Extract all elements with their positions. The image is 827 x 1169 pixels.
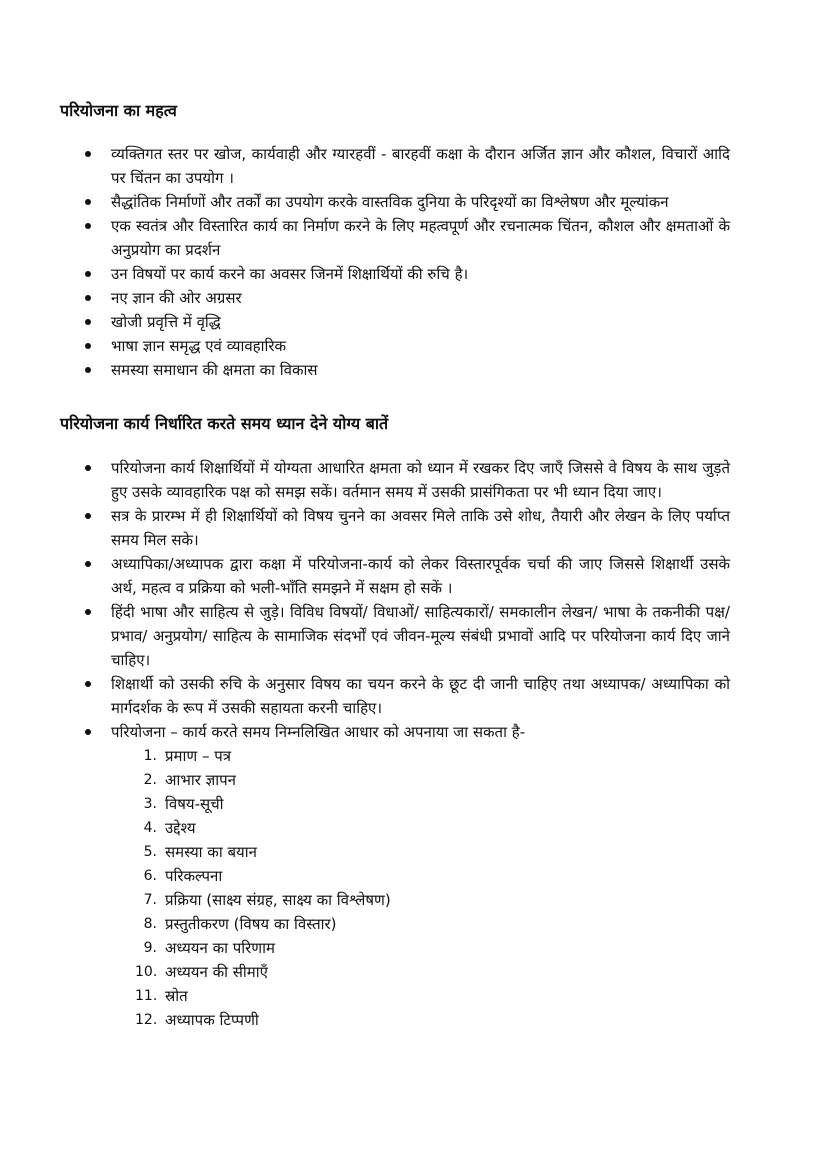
step-item xyxy=(111,816,730,840)
step-number: 4. xyxy=(143,820,157,836)
list-item xyxy=(85,358,730,382)
step-text: अध्ययन का परिणाम xyxy=(165,939,276,957)
list-item xyxy=(85,456,730,504)
project-steps-list xyxy=(111,744,730,1032)
bullet-icon xyxy=(85,729,91,735)
bullet-icon xyxy=(85,223,91,229)
bullet-icon xyxy=(85,343,91,349)
step-text: समस्या का बयान xyxy=(165,843,257,861)
step-item xyxy=(111,792,730,816)
bullet-icon xyxy=(85,609,91,615)
step-item xyxy=(111,936,730,960)
bullet-icon xyxy=(85,367,91,373)
list-item xyxy=(85,214,730,262)
bullet-icon xyxy=(85,199,91,205)
list-item-text: भाषा ज्ञान समृद्ध एवं व्यावहारिक xyxy=(111,337,287,355)
section-heading-project-importance: परियोजना का महत्व xyxy=(60,101,177,120)
step-number: 9. xyxy=(143,940,157,956)
step-item xyxy=(111,960,730,984)
list-item-text: उन विषयों पर कार्य करने का अवसर जिनमें शिक्षार्थियों की रुचि है। xyxy=(111,265,469,283)
list-item-text: एक स्वतंत्र और विस्तारित कार्य का निर्माण करने के लिए महत्वपूर्ण और रचनात्मक चिंतन, कौशल और क्षमताओं के अनुप्रयोग का प्रदर्शन xyxy=(111,217,730,259)
step-text: प्रस्तुतीकरण (विषय का विस्तार) xyxy=(165,915,337,933)
step-text: प्रक्रिया (साक्ष्य संग्रह, साक्ष्य का विश्लेषण) xyxy=(165,891,391,909)
list-item xyxy=(85,142,730,190)
bullet-icon xyxy=(85,271,91,277)
list-item xyxy=(85,334,730,358)
section-heading-project-guidelines: परियोजना कार्य निर्धारित करते समय ध्यान देने योग्य बातें xyxy=(60,414,389,433)
step-text: स्रोत xyxy=(165,987,188,1005)
step-number: 12. xyxy=(135,1012,158,1028)
step-item xyxy=(111,864,730,888)
step-number: 7. xyxy=(143,892,157,908)
list-item-text: खोजी प्रवृत्ति में वृद्धि xyxy=(111,313,221,331)
list-item-text: परियोजना कार्य शिक्षार्थियों में योग्यता आधारित क्षमता को ध्यान में रखकर दिए जाएँ जिससे वे विषय के साथ जुड़ते हुए उसके व्यावहारिक पक्ष को समझ सकें। वर्तमान समय में उसकी प्रासंगिकता पर भी ध्यान दिया जाए। xyxy=(111,459,730,501)
step-number: 11. xyxy=(135,988,158,1004)
bullet-icon xyxy=(85,319,91,325)
list-item xyxy=(85,262,730,286)
list-item-text: सैद्धांतिक निर्माणों और तर्कों का उपयोग करके वास्तविक दुनिया के परिदृश्यों का विश्लेषण और मूल्यांकन xyxy=(111,193,669,211)
step-text: आभार ज्ञापन xyxy=(165,771,237,789)
bullet-icon xyxy=(85,561,91,567)
bullet-icon xyxy=(85,681,91,687)
importance-list xyxy=(85,142,730,382)
list-item-text: समस्या समाधान की क्षमता का विकास xyxy=(111,361,318,379)
step-number: 3. xyxy=(143,796,157,812)
list-item xyxy=(85,672,730,720)
list-item-text: हिंदी भाषा और साहित्य से जुड़े। विविध विषयों/ विधाओं/ साहित्यकारों/ समकालीन लेखन/ भाषा के तकनीकी पक्ष/ प्रभाव/ अनुप्रयोग/ साहित्य के सामाजिक संदर्भों एवं जीवन-मूल्य संबंधी प्रभावों आदि पर परियोजना कार्य दिए जाने चाहिए। xyxy=(111,603,730,669)
step-text: अध्ययन की सीमाएँ xyxy=(165,963,268,981)
step-number: 1. xyxy=(143,748,157,764)
list-item xyxy=(85,504,730,552)
step-item xyxy=(111,840,730,864)
bullet-icon xyxy=(85,295,91,301)
step-item xyxy=(111,888,730,912)
step-text: अध्यापक टिप्पणी xyxy=(165,1011,259,1029)
step-number: 2. xyxy=(143,772,157,788)
guidelines-list xyxy=(85,456,730,1032)
list-item-text: अध्यापिका/अध्यापक द्वारा कक्षा में परियोजना-कार्य को लेकर विस्तारपूर्वक चर्चा की जाए जिससे शिक्षार्थी उसके अर्थ, महत्व व प्रक्रिया को भली-भाँति समझने में सक्षम हो सकें । xyxy=(111,555,730,597)
step-text: परिकल्पना xyxy=(165,867,223,885)
step-item xyxy=(111,984,730,1008)
step-item xyxy=(111,912,730,936)
list-item-text: सत्र के प्रारम्भ में ही शिक्षार्थियों को विषय चुनने का अवसर मिले ताकि उसे शोध, तैयारी और लेखन के लिए पर्याप्त समय मिल सके। xyxy=(111,507,730,549)
step-item xyxy=(111,1008,730,1032)
list-item xyxy=(85,310,730,334)
list-item-text: शिक्षार्थी को उसकी रुचि के अनुसार विषय का चयन करने के छूट दी जानी चाहिए तथा अध्यापक/ अध्यापिका को मार्गदर्शक के रूप में उसकी सहायता करनी चाहिए। xyxy=(111,675,730,717)
step-item xyxy=(111,744,730,768)
bullet-icon xyxy=(85,513,91,519)
step-number: 5. xyxy=(143,844,157,860)
list-item xyxy=(85,720,730,1032)
list-item-text: व्यक्तिगत स्तर पर खोज, कार्यवाही और ग्यारहवीं - बारहवीं कक्षा के दौरान अर्जित ज्ञान और कौशल, विचारों आदि पर चिंतन का उपयोग । xyxy=(111,145,730,187)
bullet-icon xyxy=(85,465,91,471)
list-item-text: परियोजना – कार्य करते समय निम्नलिखित आधार को अपनाया जा सकता है- xyxy=(111,723,526,741)
list-item xyxy=(85,190,730,214)
step-text: उद्देश्य xyxy=(165,819,196,837)
list-item xyxy=(85,552,730,600)
step-item xyxy=(111,768,730,792)
list-item-text: नए ज्ञान की ओर अग्रसर xyxy=(111,289,242,307)
step-number: 10. xyxy=(135,964,158,980)
step-text: प्रमाण – पत्र xyxy=(165,747,232,765)
list-item xyxy=(85,286,730,310)
list-item xyxy=(85,600,730,672)
step-number: 6. xyxy=(143,868,157,884)
bullet-icon xyxy=(85,151,91,157)
step-number: 8. xyxy=(143,916,157,932)
step-text: विषय-सूची xyxy=(165,795,224,813)
